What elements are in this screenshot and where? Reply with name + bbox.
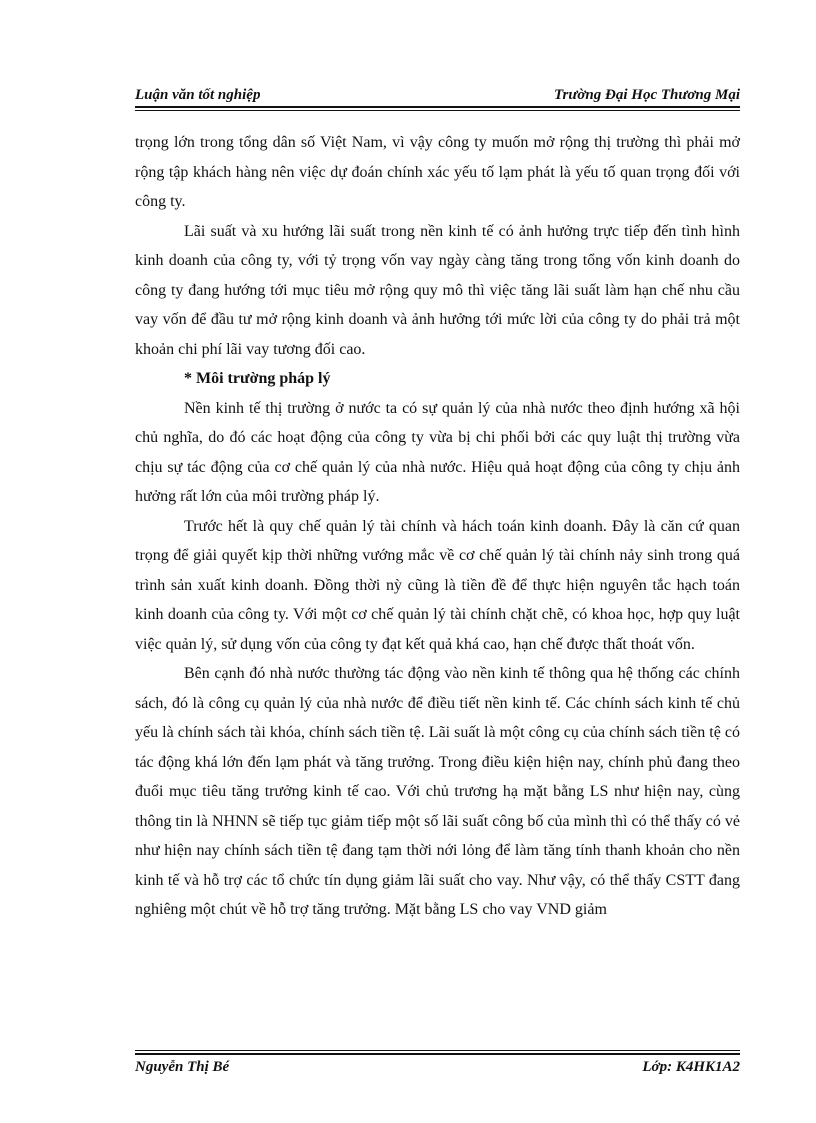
footer-class-code: Lớp: K4HK1A2 [642, 1059, 740, 1075]
header-university-name: Trường Đại Học Thương Mại [553, 87, 740, 103]
header-thesis-title: Luận văn tốt nghiệp [135, 87, 261, 103]
page-header [135, 84, 740, 104]
page-footer [135, 1056, 740, 1076]
section-heading-legal-environment: * Môi trường pháp lý [184, 370, 331, 387]
paragraph-monetary-policy: Bên cạnh đó nhà nước thường tác động vào nền kinh tế thông qua hệ thống các chính sách, đó là công cụ quản lý của nhà nước để điều tiết nền kinh tế. Các chính sách kinh tế chủ yếu là chính sách tài khóa, chính sách tiền tệ. Lãi suất là một công cụ của chính sách tiền tệ có tác động khá lớn đến lạm phát và tăng trưởng. Trong điều kiện hiện nay, chính phủ đang theo đuổi mục tiêu tăng trưởng kinh tế cao. Với chủ trương hạ mặt bằng LS như hiện nay, cùng thông tin là NHNN sẽ tiếp tục giảm tiếp một số lãi suất công bố của mình thì có thể thấy có vẻ như hiện nay chính sách tiền tệ đang tạm thời nới lỏng để làm tăng tính thanh khoản cho nền kinh tế và hỗ trợ các tổ chức tín dụng giảm lãi suất cho vay. Như vậy, có thể thấy CSTT đang nghiêng một chút về hỗ trợ tăng trưởng. Mặt bằng LS cho vay VND giảm [135, 665, 740, 918]
paragraph-interest-rate: Lãi suất và xu hướng lãi suất trong nền kinh tế có ảnh hưởng trực tiếp đến tình hình kinh doanh của công ty, với tỷ trọng vốn vay ngày càng tăng trong tổng vốn kinh doanh do công ty đang hướng tới mục tiêu mở rộng quy mô thì việc tăng lãi suất làm hạn chế nhu cầu vay vốn để đầu tư mở rộng kinh doanh và ảnh hưởng tới mức lời của công ty do phải trả một khoản chi phí lãi vay tương đối cao. [135, 222, 740, 358]
paragraph-financial-regulation: Trước hết là quy chế quản lý tài chính và hách toán kinh doanh. Đây là căn cứ quan trọng để giải quyết kịp thời những vướng mắc về cơ chế quản lý tài chính nảy sinh trong quá trình sản xuất kinh doanh. Đồng thời nỳ cũng là tiền đề để thực hiện nguyên tắc hạch toán kinh doanh của công ty. Với một cơ chế quản lý tài chính chặt chẽ, có khoa học, hợp quy luật việc quản lý, sử dụng vốn của công ty đạt kết quả khá cao, hạn chế được thất thoát vốn. [135, 517, 740, 653]
paragraph-legal-environment: Nền kinh tế thị trường ở nước ta có sự quản lý của nhà nước theo định hướng xã hội chủ nghĩa, do đó các hoạt động của công ty vừa bị chi phối bởi các quy luật thị trường vừa chịu sự tác động của cơ chế quản lý của nhà nước. Hiệu quả hoạt động của công ty chịu ảnh hưởng rất lớn của môi trường pháp lý. [135, 399, 740, 505]
paragraph-continuation: trọng lớn trong tổng dân số Việt Nam, vì vậy công ty muốn mở rộng thị trường thì phải mở rộng tập khách hàng nên việc dự đoán chính xác yếu tố lạm phát là yếu tố quan trọng đối với công ty. [135, 134, 740, 210]
footer-rule [135, 1050, 740, 1055]
page-body [135, 128, 740, 925]
header-rule [135, 106, 740, 111]
footer-author-name: Nguyễn Thị Bé [135, 1059, 230, 1075]
